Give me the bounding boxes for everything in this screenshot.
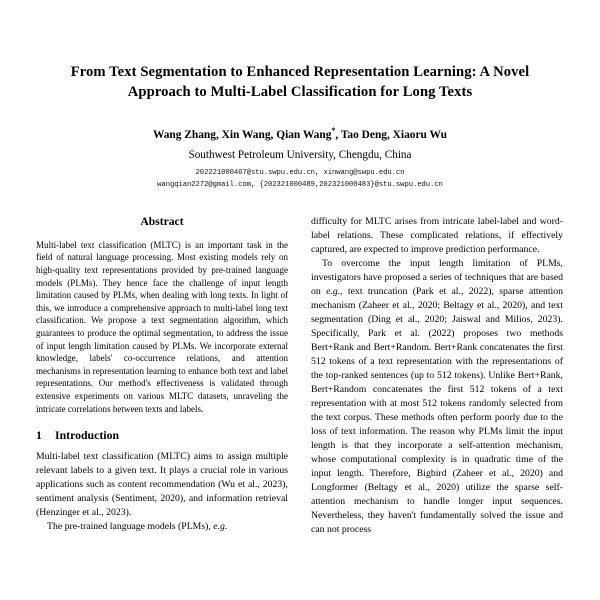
two-column-body [36, 215, 564, 600]
email-line-2: wangqian2272@gmail.com, {202321000489,202321000483}@stu.swpu.edu.cn [157, 181, 443, 190]
introduction-heading [36, 428, 288, 443]
page-title: From Text Segmentation to Enhanced Representation Learning: A Novel Approach to Multi-Label Classification for Long Texts [70, 64, 530, 101]
right-paragraph-2-rest: , text truncation (Park et al., 2022), sparse attention mechanism (Zaheer et al., 2020; Beltagy et al., 2020), and text segmentation (Ding et al., 2020; Jaiswal and Milios, 2023). Specifically, Park et al. (2022) proposes two methods Bert+Rank and Bert+Random. Bert+Rank concatenates the first 512 tokens of a text representation with the representations of the top-ranked sentences (up to 512 tokens). Unlike Bert+Rank, Bert+Random concatenates the first 512 tokens of a text representation with at most 512 tokens randomly selected from the text corpus. These methods often perform poorly due to the loss of text information. The reason why PLMs limit the input length is that they incorporate a self-attention mechanism, whose computational complexity is in quadratic time of the input length. Therefore, Bigbird (Zaheer et al., 2020) and Longformer (Beltagy et al., 2020) utilize the sparse self-attention mechanism to handle longer input sequences. Nevertheless, they haven't fundamentally solved the issue and can not process [311, 285, 563, 536]
left-column [36, 215, 288, 600]
right-column [311, 215, 563, 600]
intro-paragraph-2 [36, 520, 288, 534]
abstract-heading: Abstract [140, 214, 184, 228]
email-line-1: 202221000467@stu.swpu.edu.cn, xinwang@swpu.edu.cn [195, 169, 405, 178]
right-paragraph-1: difficulty for MLTC arises from intricate label-label and word-label relations. These complicated relations, if effectively captured, are expected to improve prediction performance. [311, 215, 563, 255]
author-emails [36, 168, 564, 191]
right-paragraph-2 [311, 257, 563, 538]
intro-paragraph-2-italic: e.g. [213, 521, 228, 533]
corresponding-author-marker: * [331, 126, 336, 136]
section-title: Introduction [55, 428, 120, 443]
intro-paragraph-2-text: The pre-trained language models (PLMs), [47, 521, 214, 533]
section-number: 1 [36, 428, 42, 443]
intro-paragraph-1: Multi-label text classification (MLTC) aims to assign multiple relevant labels to a given text. It plays a crucial role in various applications such as content recommendation (Wu et al., 2023), sentiment analysis (Sentiment, 2020), and information retrieval (Henzinger et al., 2023). [36, 451, 288, 519]
author-list [36, 126, 564, 143]
affiliation: Southwest Petroleum University, Chengdu, China [188, 148, 412, 161]
right-paragraph-2-lead: To overcome the input length limitation of PLMs, investigators have proposed a series of techniques that are based on [311, 257, 563, 297]
right-paragraph-2-italic: e.g. [326, 285, 341, 297]
author-names: Wang Zhang, Xin Wang, Qian Wang [152, 129, 332, 142]
abstract-body: Multi-label text classification (MLTC) is an important task in the field of natural language processing. Most existing models rely on high-quality text representations provided by pre-trained language models (PLMs). They hence face the challenge of input length limitation caused by PLMs, when dealing with long texts. In light of this, we introduce a comprehensive approach to multi-label long text classification. We propose a text segmentation algorithm, which guarantees to produce the optimal segmentation, to address the issue of input length limitation caused by PLMs. We incorporate external knowledge, labels' co-occurrence relations, and attention mechanisms in representation learning to enhance both text and label representations. Our method's effectiveness is validated through extensive experiments on various MLTC datasets, unraveling the intricate correlations between texts and labels. [36, 239, 288, 414]
title-block [36, 0, 564, 192]
author-names-rest: , Tao Deng, Xiaoru Wu [335, 129, 448, 142]
